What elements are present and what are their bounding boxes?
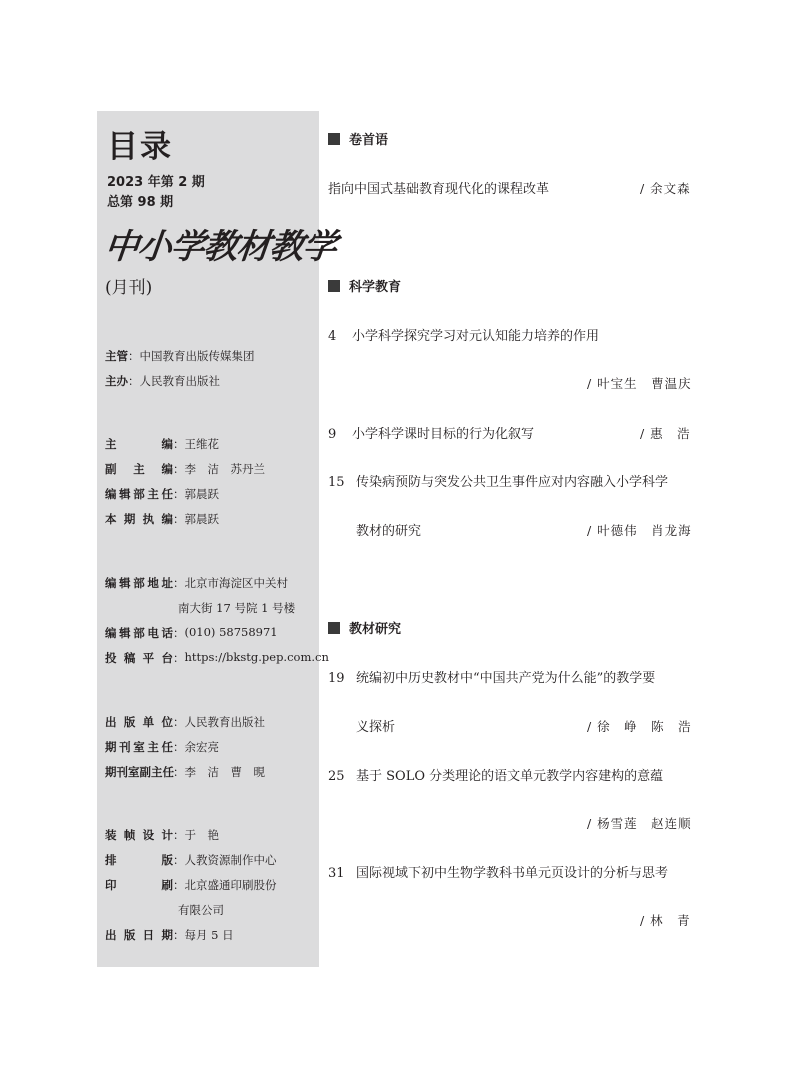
info-label: 期刊室副主任 [105, 765, 173, 779]
info-value: 中国教育出版传媒集团 [139, 349, 255, 363]
info-value: 于 艳 [184, 828, 219, 842]
info-deputy-editor: 副 主 编 ： 李 洁 苏丹兰 [105, 462, 265, 476]
info-periodical-director: 期刊室主任 ： 余宏亮 [105, 740, 219, 754]
toc-entry[interactable] [328, 765, 663, 784]
info-value: 人民教育出版社 [139, 374, 220, 388]
info-label: 主办 [105, 374, 128, 388]
info-phone: 编辑部电话 ： (010) 58758971 [105, 625, 278, 640]
issue-year: 2023 年第 2 期 [107, 175, 205, 190]
info-periodical-deputy: 期刊室副主任 ： 李 洁 曹 晛 [105, 765, 265, 779]
page-number: 4 [328, 329, 337, 344]
section-title: 卷首语 [349, 133, 389, 148]
article-author: / 林 青 [640, 913, 691, 928]
toc-entry[interactable] [328, 423, 534, 442]
info-label: 编辑部地址 [105, 576, 173, 590]
article-title-cont[interactable]: 义探析 [356, 720, 396, 735]
info-value: 李 洁 苏丹兰 [184, 462, 265, 476]
article-title-cont[interactable]: 教材的研究 [356, 524, 422, 539]
article-title[interactable]: 指向中国式基础教育现代化的课程改革 [328, 182, 550, 197]
page-number: 25 [328, 769, 345, 784]
info-label: 本期执编 [105, 512, 173, 526]
info-sponsor: 主办 ： 人民教育出版社 [105, 374, 220, 388]
article-title[interactable]: 小学科学探究学习对元认知能力培养的作用 [352, 329, 600, 344]
info-label: 期刊室主任 [105, 740, 173, 754]
info-label: 装帧设计 [105, 828, 173, 842]
info-publisher: 出版单位 ： 人民教育出版社 [105, 715, 265, 729]
info-label: 主 编 [105, 437, 173, 451]
info-value: 郭晨跃 [184, 512, 219, 526]
square-bullet-icon [328, 133, 340, 145]
issue-total: 总第 98 期 [107, 195, 174, 210]
page-number: 19 [328, 671, 345, 686]
article-author: / 徐 峥 陈 浩 [587, 719, 692, 734]
square-bullet-icon [328, 280, 340, 292]
section-title: 科学教育 [349, 280, 402, 295]
toc-entry[interactable] [328, 667, 655, 686]
article-title[interactable]: 统编初中历史教材中“中国共产党为什么能”的教学要 [356, 671, 656, 686]
page-number: 15 [328, 475, 345, 490]
submission-link[interactable]: https://bkstg.pep.com.cn [184, 650, 329, 664]
info-value: 北京盛通印刷股份 [184, 878, 277, 892]
info-address-cont: 南大街 17 号院 1 号楼 [178, 601, 296, 615]
article-title[interactable]: 国际视域下初中生物学教科书单元页设计的分析与思考 [356, 866, 669, 881]
article-title[interactable]: 传染病预防与突发公共卫生事件应对内容融入小学科学 [356, 475, 669, 490]
info-value: 人教资源制作中心 [184, 853, 277, 867]
info-value: 郭晨跃 [184, 487, 219, 501]
section-title: 教材研究 [349, 622, 402, 637]
info-label: 主管 [105, 349, 128, 363]
journal-logo: 中小学教材教学 [102, 227, 338, 267]
info-value: 每月 5 日 [184, 928, 234, 942]
article-author: / 叶德伟 肖龙海 [587, 523, 692, 538]
info-printer: 印 刷 ： 北京盛通印刷股份 [105, 878, 277, 892]
info-label: 编辑部主任 [105, 487, 173, 501]
article-author: / 杨雪莲 赵连顺 [587, 816, 692, 831]
info-design: 装帧设计 ： 于 艳 [105, 828, 219, 842]
page-number: 9 [328, 427, 337, 442]
info-label: 印 刷 [105, 878, 173, 892]
article-author: / 惠 浩 [640, 426, 691, 441]
info-address: 编辑部地址 ： 北京市海淀区中关村 [105, 576, 288, 590]
article-author: / 叶宝生 曹温庆 [587, 376, 692, 391]
info-value: 北京市海淀区中关村 [184, 576, 288, 590]
article-author: / 余文森 [640, 181, 691, 196]
page-number: 31 [328, 866, 345, 881]
info-layout: 排 版 ： 人教资源制作中心 [105, 853, 277, 867]
article-title[interactable]: 小学科学课时目标的行为化叙写 [352, 427, 535, 442]
info-chief-editor: 主 编 ： 王维花 [105, 437, 219, 451]
section-heading-textbook [328, 618, 401, 637]
info-office-director: 编辑部主任 ： 郭晨跃 [105, 487, 219, 501]
info-label: 出版日期 [105, 928, 173, 942]
toc-entry[interactable] [328, 471, 668, 490]
info-value: 李 洁 曹 晛 [184, 765, 265, 779]
info-pub-date: 出版日期 ： 每月 5 日 [105, 928, 234, 942]
toc-entry[interactable] [328, 862, 668, 881]
info-label: 编辑部电话 [105, 626, 173, 640]
section-heading-science [328, 276, 401, 295]
page-title: 目录 [107, 129, 173, 165]
toc-entry[interactable] [328, 325, 599, 344]
section-heading-preface [328, 129, 388, 148]
info-value: 人民教育出版社 [184, 715, 265, 729]
toc-entry[interactable] [328, 178, 549, 197]
info-supervisor: 主管 ： 中国教育出版传媒集团 [105, 349, 255, 363]
info-platform: 投稿平台 ： https://bkstg.pep.com.cn [105, 650, 329, 665]
square-bullet-icon [328, 622, 340, 634]
info-printer-cont: 有限公司 [178, 903, 224, 917]
article-title[interactable]: 基于 SOLO 分类理论的语文单元教学内容建构的意蕴 [356, 769, 664, 784]
frequency: (月刊) [105, 278, 153, 298]
info-issue-editor: 本期执编 ： 郭晨跃 [105, 512, 219, 526]
info-value: 王维花 [184, 437, 219, 451]
info-value: 余宏亮 [184, 740, 219, 754]
info-value: (010) 58758971 [184, 625, 278, 639]
info-label: 投稿平台 [105, 651, 173, 665]
info-label: 副 主 编 [105, 462, 173, 476]
info-label: 排 版 [105, 853, 173, 867]
info-label: 出版单位 [105, 715, 173, 729]
